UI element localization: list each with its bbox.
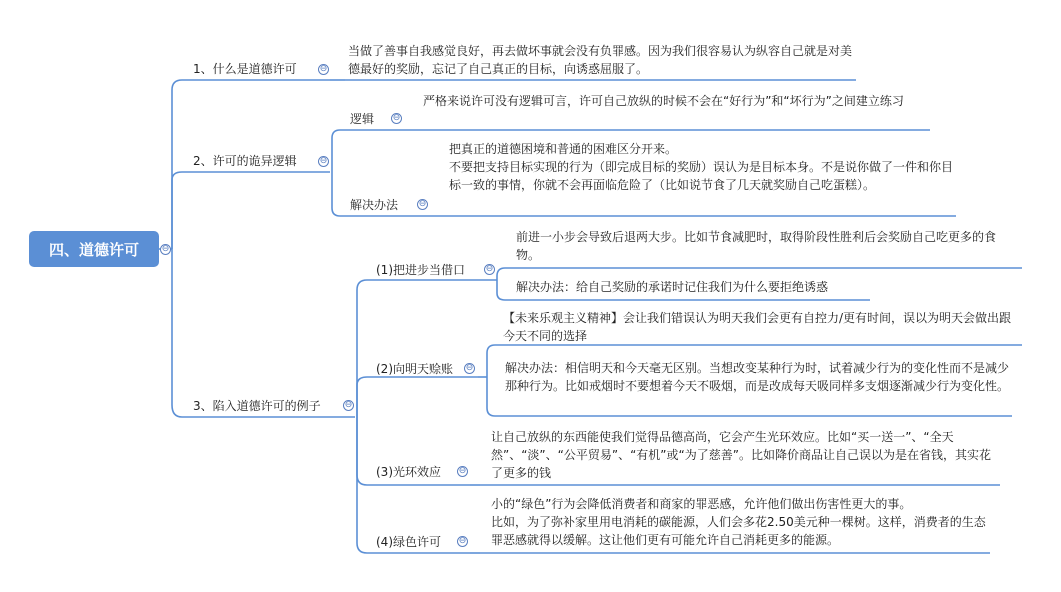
- note-green-license: [491, 495, 991, 549]
- note-what-is-moral-license: 当做了善事自我感觉良好，再去做坏事就会没有负罪感。因为我们很容易认为纵容自己就是对美德最好的奖励，忘记了自己真正的目标，向诱惑屈服了。: [348, 44, 853, 76]
- note-green-license-line-1: 小的“绿色”行为会降低消费者和商家的罪恶感，允许他们做出伤害性更大的事。: [491, 497, 912, 511]
- note-solution: [449, 140, 954, 194]
- node-logic[interactable]: 逻辑: [350, 112, 375, 126]
- note-progress-excuse-2: 解决办法：给自己奖励的承诺时记住我们为什么要拒绝诱惑: [516, 280, 829, 294]
- collapse-icon[interactable]: ⊖: [418, 199, 427, 209]
- collapse-icon[interactable]: ⊖: [161, 244, 170, 254]
- node-solution[interactable]: 解决办法: [350, 198, 399, 212]
- note-logic: 严格来说许可没有逻辑可言，许可自己放纵的时候不会在“好行为”和“坏行为”之间建立练习: [423, 94, 904, 108]
- node-progress-excuse[interactable]: (1)把进步当借口: [376, 263, 465, 277]
- collapse-icon[interactable]: ⊖: [458, 466, 467, 476]
- node-halo-effect[interactable]: (3)光环效应: [376, 465, 441, 479]
- collapse-icon[interactable]: ⊖: [458, 536, 467, 546]
- branch-examples[interactable]: 3、陷入道德许可的例子: [193, 399, 321, 413]
- branch-what-is-moral-license[interactable]: 1、什么是道德许可: [193, 62, 297, 76]
- collapse-icon[interactable]: ⊖: [319, 64, 328, 74]
- note-borrow-tomorrow-1: 【未来乐观主义精神】会让我们错误认为明天我们会更有自控力/更有时间，误以为明天会做出跟今天不同的选择: [503, 311, 1012, 343]
- collapse-icon[interactable]: ⊖: [465, 363, 474, 373]
- branch-weird-logic[interactable]: 2、许可的诡异逻辑: [193, 154, 297, 168]
- node-borrow-tomorrow[interactable]: (2)向明天赊账: [376, 362, 453, 376]
- collapse-icon[interactable]: ⊖: [392, 113, 401, 123]
- note-solution-line-2: 不要把支持目标实现的行为（即完成目标的奖励）误认为是目标本身。不是说你做了一件和你目标一致的事情，你就不会再面临危险了（比如说节食了几天就奖励自己吃蛋糕）。: [449, 160, 954, 192]
- node-green-license[interactable]: (4)绿色许可: [376, 535, 441, 549]
- collapse-icon[interactable]: ⊖: [485, 264, 494, 274]
- note-progress-excuse-1: 前进一小步会导致后退两大步。比如节食减肥时，取得阶段性胜利后会奖励自己吃更多的食物。: [516, 230, 997, 262]
- collapse-icon[interactable]: ⊖: [344, 400, 353, 410]
- root-node[interactable]: [29, 231, 159, 267]
- collapse-icon[interactable]: ⊖: [319, 156, 328, 166]
- note-halo-effect: 让自己放纵的东西能使我们觉得品德高尚，它会产生光环效应。比如“买一送一”、“全天然”、“淡”、“公平贸易”、“有机”或“为了慈善”。比如降价商品让自己误以为是在省钱，其实花了更多的钱: [491, 430, 991, 480]
- note-borrow-tomorrow-2: 解决办法：相信明天和今天毫无区别。当想改变某种行为时，试着减少行为的变化性而不是减少那种行为。比如戒烟时不要想着今天不吸烟，而是改成每天吸同样多支烟逐渐减少行为变化性。: [505, 361, 1010, 393]
- root-title: 四、道德许可: [48, 240, 139, 259]
- note-solution-line-1: 把真正的道德困境和普通的困难区分开来。: [449, 142, 678, 156]
- note-green-license-line-2: 比如，为了弥补家里用电消耗的碳能源，人们会多花2.50美元种一棵树。这样，消费者的生态罪恶感就得以缓解。这让他们更有可能允许自己消耗更多的能源。: [491, 515, 986, 547]
